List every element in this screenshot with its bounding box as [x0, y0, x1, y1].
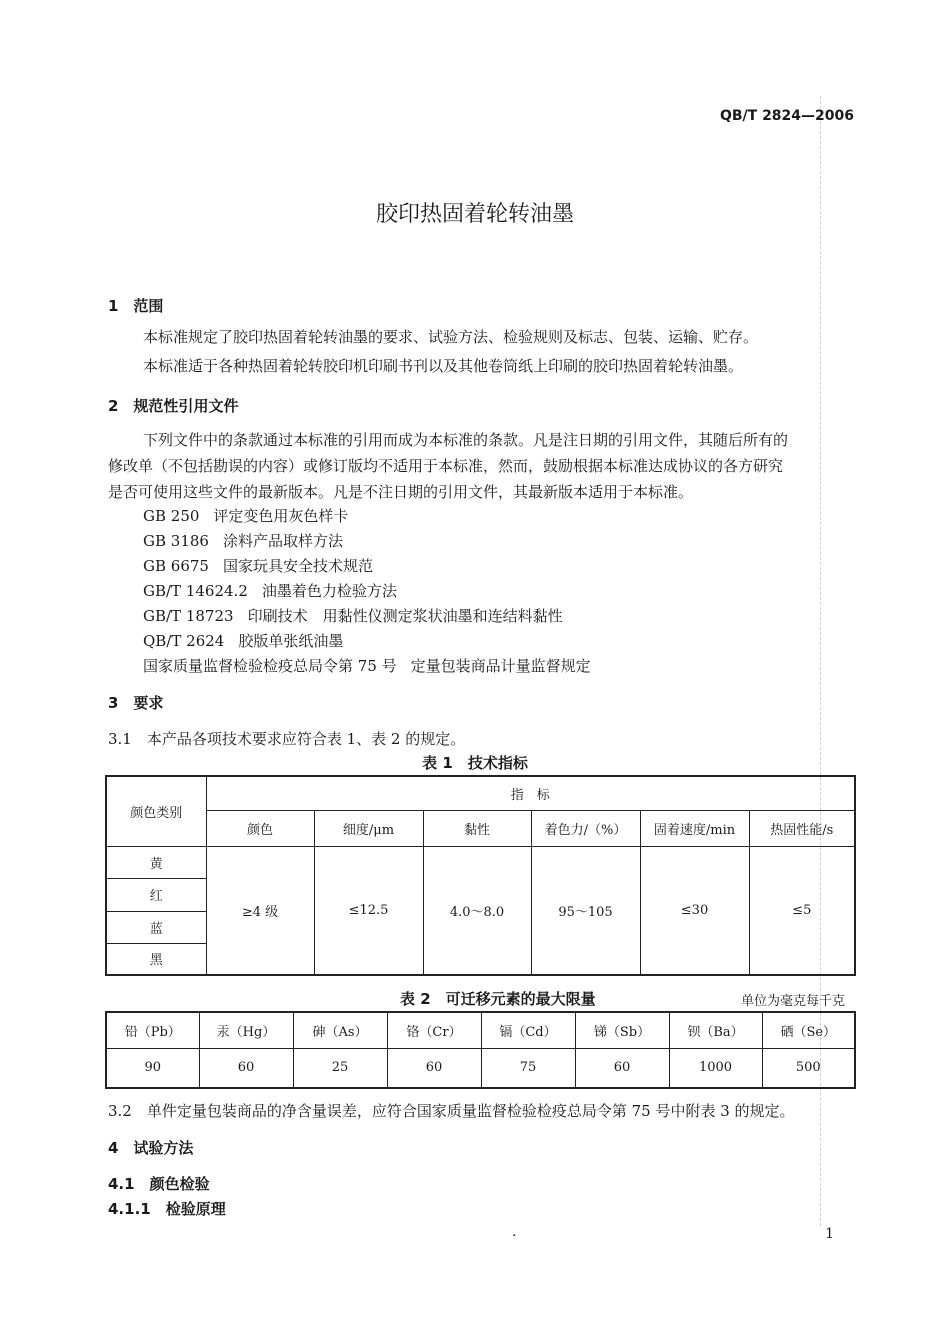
- color-cell: 黄: [106, 846, 206, 878]
- column-header: 着色力/（%）: [531, 810, 640, 846]
- clause-3-1: 3.1 本产品各项技术要求应符合表 1、表 2 的规定。: [108, 730, 466, 748]
- standard-code: QB/T 2824—2006: [719, 108, 854, 124]
- page-number: 1: [825, 1226, 834, 1242]
- reference-title: 胶版单张纸油墨: [238, 632, 344, 650]
- reference-title: 涂料产品取样方法: [222, 532, 343, 550]
- color-category-header: 颜色类别: [106, 776, 206, 846]
- migratable-elements-table: [105, 1011, 856, 1089]
- value-cell: 95～105: [531, 846, 640, 975]
- limit-value: 90: [106, 1048, 199, 1088]
- color-cell: 红: [106, 878, 206, 911]
- column-header: 热固性能/s: [749, 810, 855, 846]
- column-header: 细度/μm: [314, 810, 423, 846]
- section-1-para-2: 本标准适于各种热固着轮转胶印机印刷书刊以及其他卷筒纸上印刷的胶印热固着轮转油墨。: [143, 357, 744, 375]
- section-2-intro-line-3: 是否可使用这些文件的最新版本。凡是不注日期的引用文件，其最新版本适用于本标准。: [108, 483, 694, 501]
- section-2-intro-line-1: 下列文件中的条款通过本标准的引用而成为本标准的条款。凡是注日期的引用文件，其随后所有的: [143, 431, 789, 449]
- section-4-heading: 4 试验方法: [108, 1139, 194, 1157]
- column-header: 黏性: [423, 810, 531, 846]
- indicator-header: 指 标: [206, 776, 855, 810]
- limit-value: 60: [575, 1048, 669, 1088]
- reference-item: [143, 630, 343, 651]
- column-header: 颜色: [206, 810, 314, 846]
- limit-value: 60: [199, 1048, 293, 1088]
- limit-value: 75: [481, 1048, 575, 1088]
- element-header: 砷（As）: [293, 1012, 387, 1048]
- element-header: 镉（Cd）: [481, 1012, 575, 1048]
- reference-title: 油墨着色力检验方法: [261, 582, 397, 600]
- limit-value: 500: [762, 1048, 855, 1088]
- table-2-unit: 单位为毫克每千克: [740, 994, 845, 1009]
- section-3-heading: 3 要求: [108, 694, 164, 712]
- reference-item: [143, 555, 373, 576]
- element-header: 铅（Pb）: [106, 1012, 199, 1048]
- reference-title: 国家玩具安全技术规范: [222, 557, 373, 575]
- reference-code: 国家质量监督检验检疫总局令第 75 号: [143, 657, 397, 675]
- section-1-para-1: 本标准规定了胶印热固着轮转油墨的要求、试验方法、检验规则及标志、包装、运输、贮存。: [143, 328, 759, 346]
- color-cell: 蓝: [106, 911, 206, 943]
- element-header: 硒（Se）: [762, 1012, 855, 1048]
- reference-item: [143, 655, 591, 676]
- reference-title: 定量包装商品计量监督规定: [410, 657, 591, 675]
- reference-code: GB 6675: [143, 557, 209, 575]
- table-1-caption: 表 1 技术指标: [422, 754, 528, 772]
- reference-code: GB 3186: [143, 532, 209, 550]
- value-cell: ≤5: [749, 846, 855, 975]
- footer-mark: ·: [512, 1228, 517, 1244]
- limit-value: 60: [387, 1048, 481, 1088]
- element-header: 锑（Sb）: [575, 1012, 669, 1048]
- column-header: 固着速度/min: [640, 810, 749, 846]
- clause-4-1-heading: 4.1 颜色检验: [108, 1175, 210, 1193]
- value-cell: ≤30: [640, 846, 749, 975]
- value-cell: ≤12.5: [314, 846, 423, 975]
- value-cell: 4.0～8.0: [423, 846, 531, 975]
- reference-code: GB/T 14624.2: [143, 582, 248, 600]
- reference-code: GB 250: [143, 507, 200, 525]
- color-cell: 黑: [106, 943, 206, 975]
- limit-value: 1000: [669, 1048, 762, 1088]
- limit-value: 25: [293, 1048, 387, 1088]
- table-2-caption: 表 2 可迁移元素的最大限量: [400, 990, 596, 1008]
- element-header: 铬（Cr）: [387, 1012, 481, 1048]
- reference-title: 评定变色用灰色样卡: [213, 507, 349, 525]
- reference-item: [143, 530, 343, 551]
- section-2-intro-line-2: 修改单（不包括勘误的内容）或修订版均不适用于本标准，然而，鼓励根据本标准达成协议的各方研究: [108, 457, 784, 475]
- reference-title: 印刷技术 用黏性仪测定浆状油墨和连结料黏性: [247, 607, 563, 625]
- page-title: 胶印热固着轮转油墨: [375, 202, 574, 227]
- reference-code: QB/T 2624: [143, 632, 225, 650]
- value-cell: ≥4 级: [206, 846, 314, 975]
- clause-3-2: 3.2 单件定量包装商品的净含量误差，应符合国家质量监督检验检疫总局令第 75 号中附表 3 的规定。: [108, 1102, 795, 1120]
- reference-item: [143, 505, 348, 526]
- clause-4-1-1-heading: 4.1.1 检验原理: [108, 1200, 226, 1218]
- section-2-heading: 2 规范性引用文件: [108, 397, 239, 415]
- section-1-heading: 1 范围: [108, 297, 164, 315]
- reference-item: [143, 605, 563, 626]
- reference-code: GB/T 18723: [143, 607, 234, 625]
- technical-indicators-table: [105, 775, 856, 976]
- reference-item: [143, 580, 397, 601]
- element-header: 汞（Hg）: [199, 1012, 293, 1048]
- element-header: 钡（Ba）: [669, 1012, 762, 1048]
